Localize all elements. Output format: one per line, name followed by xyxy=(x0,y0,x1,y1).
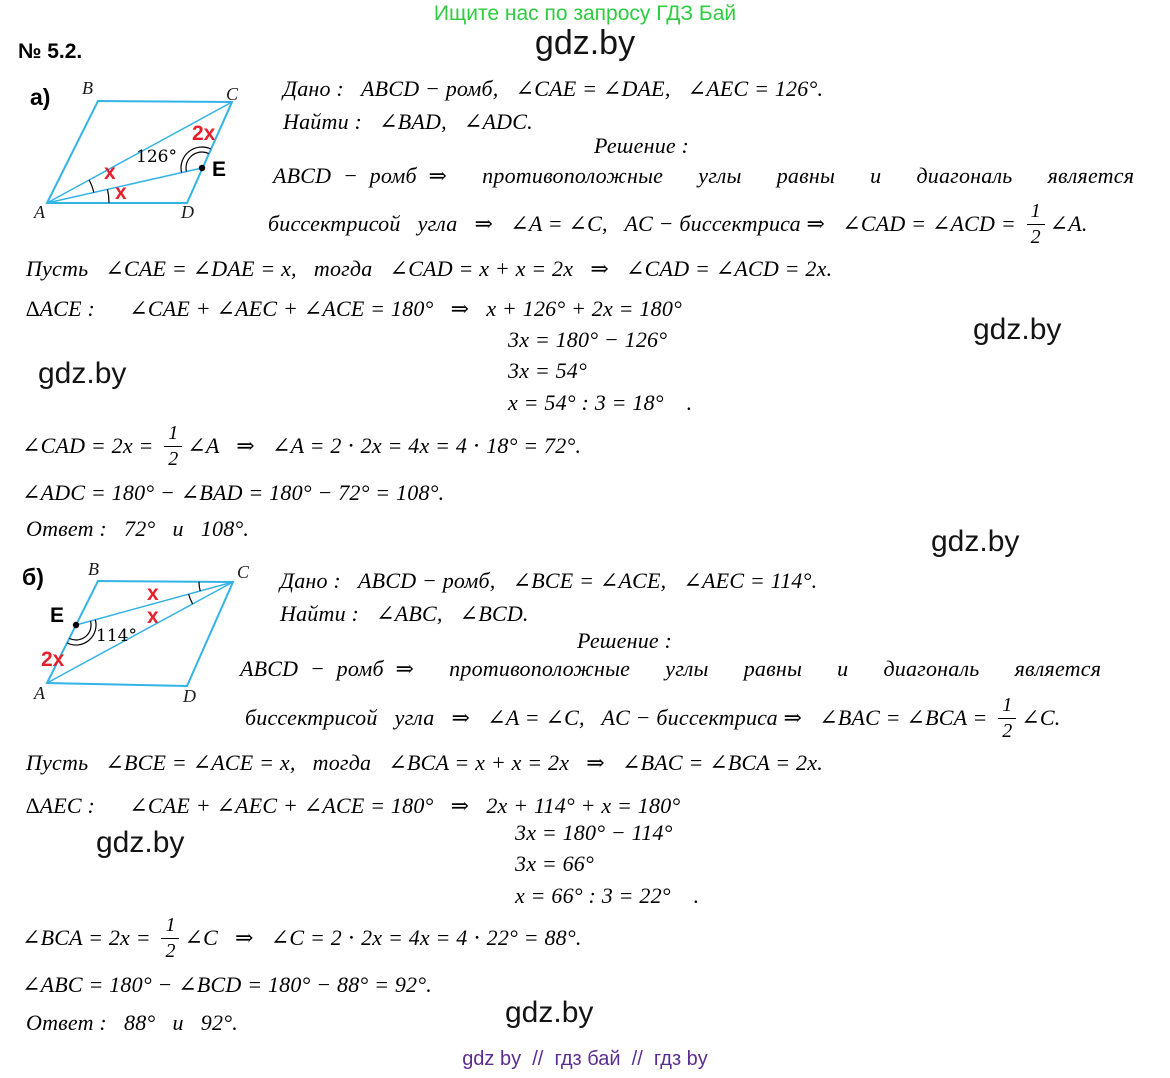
answer-b: Ответ : 88° и 92°. xyxy=(26,1010,238,1035)
para2-post-b: ∠C. xyxy=(1021,705,1061,730)
vertex-d-label: D xyxy=(183,686,196,706)
angle-arc-c-lower xyxy=(189,594,193,604)
angle-x1-label: x xyxy=(147,582,159,605)
watermark-a-right: gdz.by xyxy=(973,313,1062,346)
fraction-denominator: 2 xyxy=(1030,225,1041,248)
result-pre-b: ∠BCA = 2x = xyxy=(22,925,157,950)
supplement-line-b: ∠ABC = 180° − ∠BCD = 180° − 88° = 92°. xyxy=(22,972,432,997)
angle-x2-label: x xyxy=(115,181,127,204)
vertex-c-label: C xyxy=(226,84,239,104)
triangle-line-b: ∆AEC : ∠CAE + ∠AEC + ∠ACE = 180° ⇒ 2x + 114° + x = 180° xyxy=(26,793,681,818)
watermark-a-bottom-right: gdz.by xyxy=(931,525,1020,558)
diagonal-ac xyxy=(47,582,233,683)
angle-126-label: 126° xyxy=(136,147,177,167)
equation-a1: 3x = 180° − 126° xyxy=(508,327,668,352)
result-post-b: ∠C ⇒ ∠C = 2 ⋅ 2x = 4x = 4 ⋅ 22° = 88°. xyxy=(184,925,582,950)
angle-arc-a-upper xyxy=(89,180,94,193)
angle-arc-a-lower xyxy=(108,189,110,203)
angle-2x-label: 2x xyxy=(41,648,65,671)
angle-114-label: 114° xyxy=(96,626,137,646)
solution-para1-a: ABCD − ромб ⇒ противоположные углы равны и диагональ является xyxy=(273,163,1135,188)
angle-x1-label: x xyxy=(104,161,116,184)
part-a-label: а) xyxy=(30,84,51,110)
let-line-a: Пусть ∠CAE = ∠DAE = x, тогда ∠CAD = x + x = 2x ⇒ ∠CAD = ∠ACD = 2x. xyxy=(26,256,833,281)
angle-arc-c-upper xyxy=(199,582,200,591)
vertex-b-label: B xyxy=(82,78,93,98)
solution-para2-a xyxy=(268,196,1088,252)
find-a: Найти : ∠BAD, ∠ADC. xyxy=(283,109,533,134)
part-b-label: б) xyxy=(22,564,44,590)
fraction-half xyxy=(998,694,1016,743)
footer-sites: gdz by // гдз бай // гдз by xyxy=(462,1048,708,1070)
vertex-d-label: D xyxy=(181,202,194,222)
fraction-half xyxy=(1027,200,1045,249)
vertex-a-label: A xyxy=(34,202,45,222)
let-line-b: Пусть ∠BCE = ∠ACE = x, тогда ∠BCA = x + x = 2x ⇒ ∠BAC = ∠BCA = 2x. xyxy=(26,750,823,775)
result-pre-a: ∠CAD = 2x = xyxy=(22,433,160,458)
point-e-label: E xyxy=(212,158,227,181)
find-b: Найти : ∠ABC, ∠BCD. xyxy=(280,601,529,626)
result-post-a: ∠A ⇒ ∠A = 2 ⋅ 2x = 4x = 4 ⋅ 18° = 72°. xyxy=(187,433,582,458)
watermark-b-bottom: gdz.by xyxy=(505,996,594,1029)
fraction-numerator: 1 xyxy=(161,914,179,939)
answer-a: Ответ : 72° и 108°. xyxy=(26,516,250,541)
para2-pre-b: биссектрисой угла ⇒ ∠A = ∠C, AC − биссектриса ⇒ ∠BAC = ∠BCA = xyxy=(245,705,994,730)
diagram-b-rhombus xyxy=(28,558,288,708)
diagram-a-rhombus xyxy=(28,78,278,228)
point-e-dot xyxy=(73,622,79,628)
equation-b2: 3x = 66° xyxy=(515,851,595,876)
vertex-b-label: B xyxy=(88,559,99,579)
equation-b1: 3x = 180° − 114° xyxy=(515,820,673,845)
point-e-dot xyxy=(199,165,205,171)
equation-a2: 3x = 54° xyxy=(508,358,588,383)
vertex-a-label: A xyxy=(34,683,45,703)
result-line-a xyxy=(22,418,581,474)
triangle-line-a: ∆ACE : ∠CAE + ∠AEC + ∠ACE = 180° ⇒ x + 126° + 2x = 180° xyxy=(26,296,683,321)
result-line-b xyxy=(22,910,582,966)
angle-x2-label: x xyxy=(147,605,159,628)
watermark-top: gdz.by xyxy=(534,24,636,62)
given-b: Дано : ABCD − ромб, ∠BCE = ∠ACE, ∠AEC = 114°. xyxy=(280,568,818,593)
given-a: Дано : ABCD − ромб, ∠CAE = ∠DAE, ∠AEC = 126°. xyxy=(283,76,824,101)
fraction-half xyxy=(164,422,182,471)
fraction-numerator: 1 xyxy=(998,694,1016,719)
equation-a3: x = 54° : 3 = 18° . xyxy=(508,390,693,415)
vertex-c-label: C xyxy=(237,562,250,582)
equation-b3: x = 66° : 3 = 22° . xyxy=(515,883,700,908)
promo-banner: Ищите нас по запросу ГДЗ Бай xyxy=(433,2,737,25)
solution-heading-b: Решение : xyxy=(577,628,673,653)
angle-2x-label: 2x xyxy=(192,122,216,145)
fraction-denominator: 2 xyxy=(1002,719,1013,742)
fraction-half xyxy=(161,914,179,963)
fraction-denominator: 2 xyxy=(165,939,176,962)
point-e-label: E xyxy=(50,604,65,627)
para2-post-a: ∠A. xyxy=(1049,211,1088,236)
watermark-b-left: gdz.by xyxy=(96,826,185,859)
supplement-line-a: ∠ADC = 180° − ∠BAD = 180° − 72° = 108°. xyxy=(22,480,445,505)
para2-pre-a: биссектрисой угла ⇒ ∠A = ∠C, AC − биссектриса ⇒ ∠CAD = ∠ACD = xyxy=(268,211,1022,236)
watermark-a-left: gdz.by xyxy=(38,357,127,390)
fraction-numerator: 1 xyxy=(164,422,182,447)
solution-para1-b: ABCD − ромб ⇒ противоположные углы равны и диагональ является xyxy=(240,656,1102,681)
solution-para2-b xyxy=(245,690,1060,746)
solution-heading-a: Решение : xyxy=(594,133,690,158)
fraction-denominator: 2 xyxy=(168,447,179,470)
problem-number: № 5.2. xyxy=(18,40,83,63)
fraction-numerator: 1 xyxy=(1027,200,1045,225)
